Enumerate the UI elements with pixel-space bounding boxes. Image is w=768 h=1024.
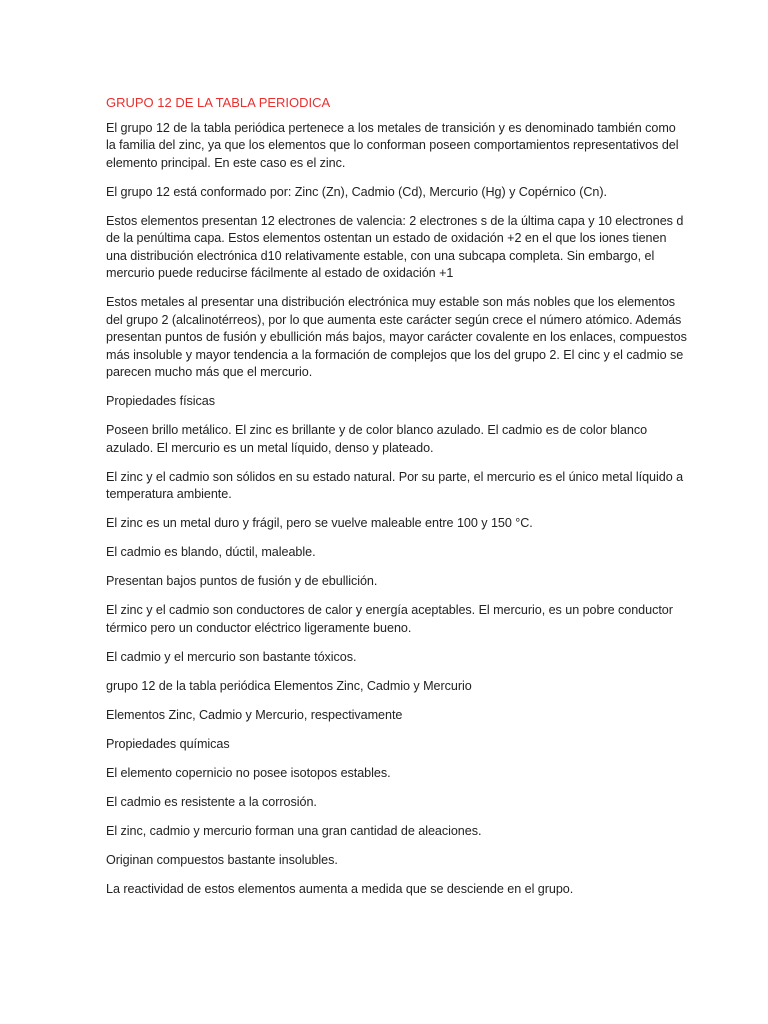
paragraph-nobility: Estos metales al presentar una distribución electrónica muy estable son más nobles que los elementos del grupo 2 (alcalinotérreos), por lo que aumenta este carácter según crece el número atómico. Además presentan puntos de fusión y ebullición más bajos, mayor carácter covalente en los enlaces, compuestos más insoluble y mayor tendencia a la formación de complejos que los del grupo 2. El cinc y el cadmio se parecen mucho más que el mercurio. — [106, 295, 687, 379]
section-heading-chemical: Propiedades químicas — [106, 736, 230, 751]
paragraph-zinc-hardness: El zinc es un metal duro y frágil, pero se vuelve maleable entre 100 y 150 °C. — [106, 516, 533, 530]
paragraph-toxicity: El cadmio y el mercurio son bastante tóxicos. — [106, 649, 357, 664]
paragraph-image-caption: grupo 12 de la tabla periódica Elementos Zinc, Cadmio y Mercurio — [106, 678, 472, 693]
paragraph-copernicium: El elemento copernicio no posee isotopos estables. — [106, 765, 391, 780]
document-title: GRUPO 12 DE LA TABLA PERIODICA — [106, 95, 331, 110]
paragraph-elements: Elementos Zinc, Cadmio y Mercurio, respectivamente — [106, 707, 403, 722]
section-heading-physical: Propiedades físicas — [106, 394, 215, 408]
paragraph-conductivity: El zinc y el cadmio son conductores de calor y energía aceptables. El mercurio, es un pobre conductor térmico pero un conductor eléctrico ligeramente bueno. — [106, 603, 673, 635]
paragraph-members: El grupo 12 está conformado por: Zinc (Zn), Cadmio (Cd), Mercurio (Hg) y Copérnico (Cn). — [106, 184, 607, 199]
paragraph-valence: Estos elementos presentan 12 electrones de valencia: 2 electrones s de la última capa y 10 electrones d de la penúltima capa. Estos elementos ostentan un estado de oxidación +2 en el que los iones tienen una distribución electrónica d10 relativamente estable, con una subcapa completa. Sin embargo, el mercurio puede reducirse fácilmente al estado de oxidación +1 — [106, 213, 684, 280]
paragraph-reactivity: La reactividad de estos elementos aumenta a medida que se desciende en el grupo. — [106, 881, 574, 896]
paragraph-insoluble: Originan compuestos bastante insolubles. — [106, 852, 338, 867]
paragraph-melting: Presentan bajos puntos de fusión y de ebullición. — [106, 574, 378, 588]
paragraph-alloys: El zinc, cadmio y mercurio forman una gran cantidad de aleaciones. — [106, 823, 482, 838]
paragraph-cadmium-soft: El cadmio es blando, dúctil, maleable. — [106, 545, 316, 559]
paragraph-corrosion: El cadmio es resistente a la corrosión. — [106, 794, 317, 809]
paragraph-luster: Poseen brillo metálico. El zinc es brillante y de color blanco azulado. El cadmio es de color blanco azulado. El mercurio es un metal líquido, denso y plateado. — [106, 423, 648, 455]
paragraph-state: El zinc y el cadmio son sólidos en su estado natural. Por su parte, el mercurio es el único metal líquido a temperatura ambiente. — [106, 469, 684, 501]
paragraph-intro: El grupo 12 de la tabla periódica pertenece a los metales de transición y es denominado también como la familia del zinc, ya que los elementos que lo conforman poseen comportamientos representativos del elemento principal. En este caso es el zinc. — [106, 120, 679, 170]
